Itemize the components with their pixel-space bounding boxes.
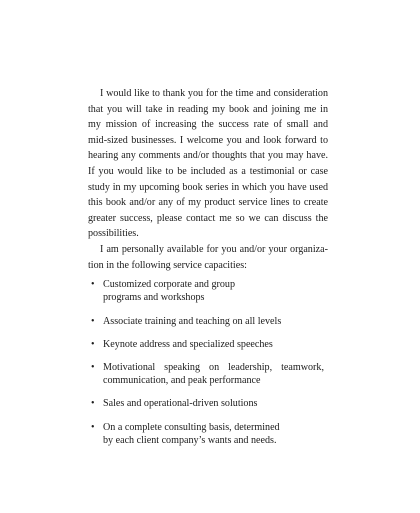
list-item: [88, 397, 328, 410]
list-item-text: On a complete consulting basis, determined by each client company’s wants and needs.: [103, 421, 280, 446]
list-item-text: Customized corporate and group programs and workshops: [103, 279, 236, 304]
list-item-text: Motivational speaking on leadership, teamwork, communication, and peak performance: [103, 361, 324, 387]
bullet-icon: •: [91, 279, 95, 291]
list-item-text: Keynote address and specialized speeches: [103, 338, 273, 350]
availability-paragraph: I am personally available for you and/or your organization in the following service capacities:: [88, 243, 328, 271]
list-item: [88, 278, 328, 304]
bullet-icon: •: [91, 361, 95, 373]
thank-you-paragraph: I would like to thank you for the time and consideration that you will take in reading my book and joining me in my mission of increasing the success rate of small and mid-sized businesses. I welcome you and look forward to hearing any comments and/or thoughts that you may have. If you would like to be included as a testimonial or case study in my upcoming book series in which you have used this book and/or any of my product service lines to create greater success, please contact me so we can discuss the possibilities.: [88, 88, 328, 240]
bullet-icon: •: [91, 315, 95, 327]
bullet-icon: •: [91, 421, 95, 433]
document-page: [88, 86, 328, 457]
bullet-icon: •: [91, 398, 95, 410]
list-item-text: Associate training and teaching on all levels: [103, 315, 282, 327]
list-item: [88, 361, 328, 387]
bullet-icon: •: [91, 338, 95, 350]
list-item-text: Sales and operational-driven solutions: [103, 398, 258, 410]
list-item: [88, 421, 328, 447]
list-item: [88, 338, 328, 351]
list-item: [88, 315, 328, 328]
service-list: [88, 278, 328, 447]
